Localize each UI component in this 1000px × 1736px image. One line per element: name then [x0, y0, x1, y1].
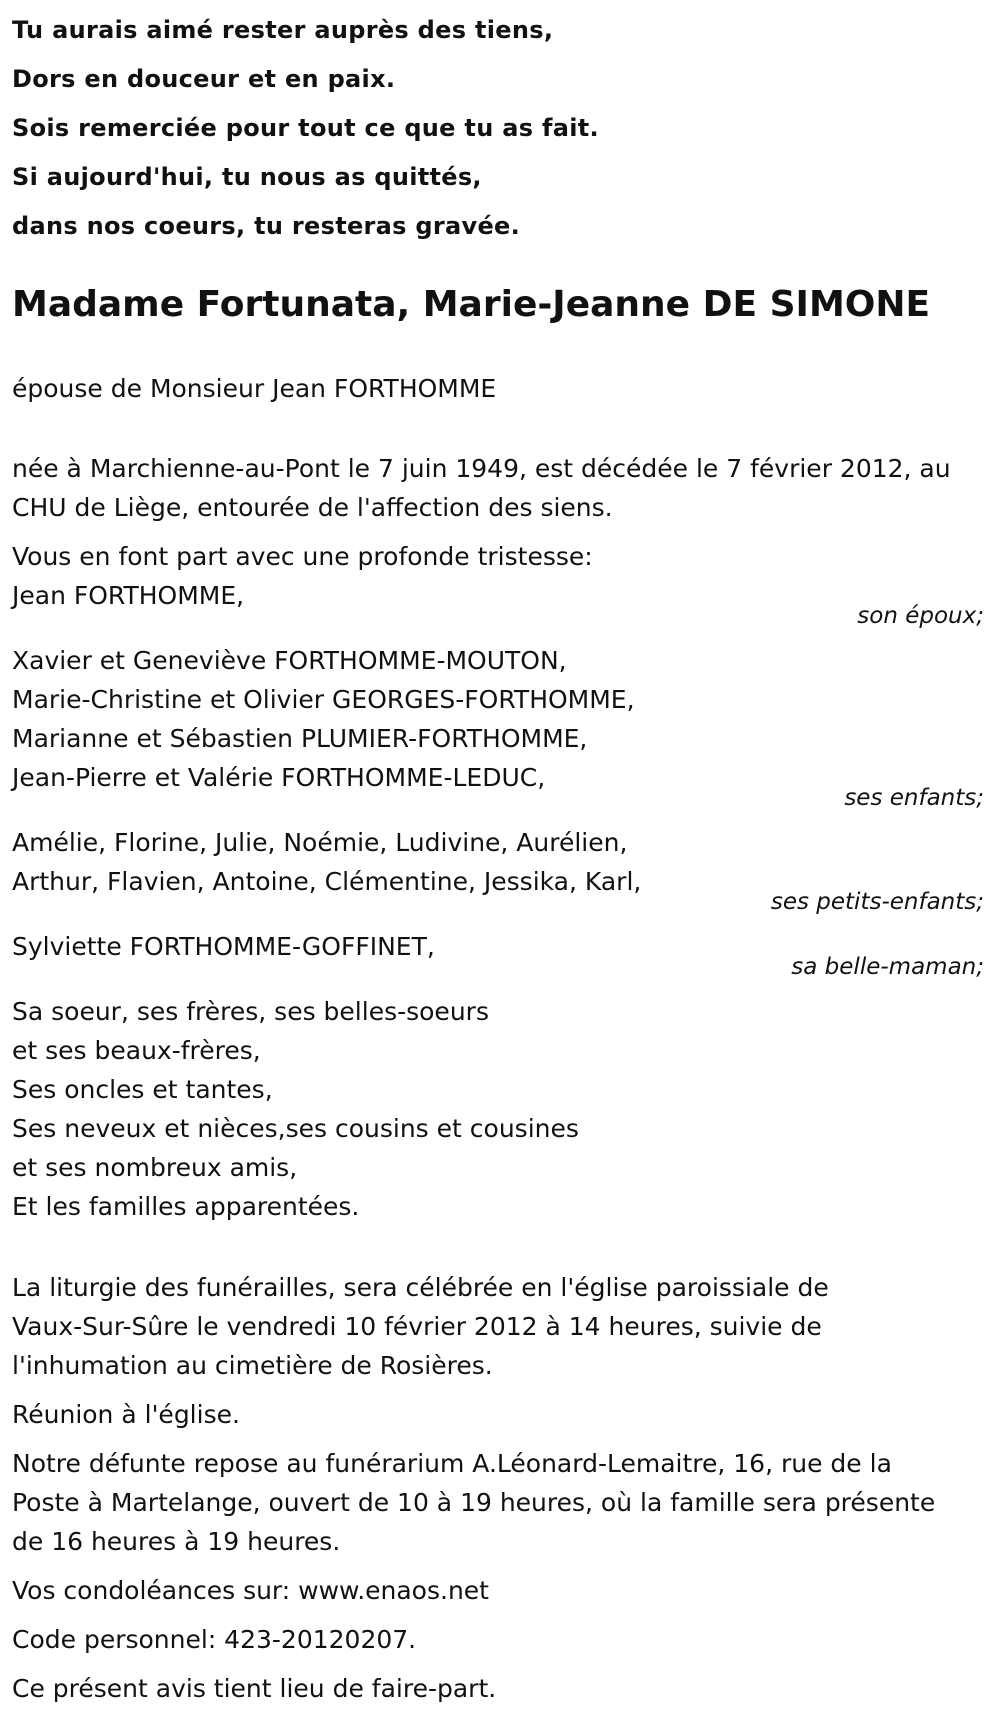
deceased-name: Madame Fortunata, Marie-Jeanne DE SIMONE [12, 284, 931, 325]
text-line: Poste à Martelange, ouvert de 10 à 19 heures, où la famille sera présente [12, 1488, 936, 1517]
text-line: née à Marchienne-au-Pont le 7 juin 1949, est décédée le 7 février 2012, au [12, 454, 951, 483]
child-name: Marianne et Sébastien PLUMIER-FORTHOMME, [12, 724, 588, 753]
poem-line: Si aujourd'hui, tu nous as quittés, [12, 163, 482, 191]
meeting-note: Réunion à l'église. [12, 1400, 240, 1429]
relation-label: son époux; [857, 603, 984, 629]
spouse-line: épouse de Monsieur Jean FORTHOMME [12, 374, 497, 403]
relation-label: ses enfants; [844, 785, 984, 811]
child-name: Xavier et Geneviève FORTHOMME-MOUTON, [12, 646, 567, 675]
poem-line: Sois remerciée pour tout ce que tu as fait. [12, 114, 599, 142]
grandchild-names: Arthur, Flavien, Antoine, Clémentine, Jessika, Karl, [12, 867, 642, 896]
personal-code: Code personnel: 423-20120207. [12, 1625, 417, 1654]
poem-line: Dors en douceur et en paix. [12, 65, 396, 93]
text-line: CHU de Liège, entourée de l'affection des siens. [12, 493, 613, 522]
text-line: et ses beaux-frères, [12, 1036, 261, 1065]
text-line: l'inhumation au cimetière de Rosières. [12, 1351, 493, 1380]
birth-death-paragraph [12, 449, 988, 527]
child-name: Jean-Pierre et Valérie FORTHOMME-LEDUC, [12, 763, 546, 792]
text-line: et ses nombreux amis, [12, 1153, 298, 1182]
poem-line: dans nos coeurs, tu resteras gravée. [12, 212, 521, 240]
relation-label: ses petits-enfants; [770, 889, 984, 915]
family-others [12, 992, 988, 1226]
child-name: Marie-Christine et Olivier GEORGES-FORTHOMME, [12, 685, 635, 714]
family-children [12, 641, 988, 797]
repose-paragraph [12, 1444, 988, 1561]
announcement-intro: Vous en font part avec une profonde tristesse: [12, 542, 593, 571]
text-line: Notre défunte repose au funérarium A.Léonard-Lemaitre, 16, rue de la [12, 1449, 892, 1478]
text-line: Sa soeur, ses frères, ses belles-soeurs [12, 997, 489, 1026]
family-mother-in-law: Sylviette FORTHOMME-GOFFINET, [12, 932, 435, 961]
text-line: Ses neveux et nièces,ses cousins et cousines [12, 1114, 579, 1143]
text-line: Ses oncles et tantes, [12, 1075, 273, 1104]
text-line: Et les familles apparentées. [12, 1192, 360, 1221]
funeral-paragraph [12, 1268, 988, 1385]
family-spouse-name: Jean FORTHOMME, [12, 581, 245, 610]
closing-note: Ce présent avis tient lieu de faire-part. [12, 1674, 497, 1703]
text-line: de 16 heures à 19 heures. [12, 1527, 341, 1556]
grandchild-names: Amélie, Florine, Julie, Noémie, Ludivine, Aurélien, [12, 828, 628, 857]
poem [12, 0, 988, 251]
condolences-note: Vos condoléances sur: www.enaos.net [12, 1576, 489, 1605]
relation-label: sa belle-maman; [791, 954, 984, 980]
text-line: La liturgie des funérailles, sera célébrée en l'église paroissiale de [12, 1273, 829, 1302]
text-line: Vaux-Sur-Sûre le vendredi 10 février 2012 à 14 heures, suivie de [12, 1312, 822, 1341]
poem-line: Tu aurais aimé rester auprès des tiens, [12, 16, 554, 44]
